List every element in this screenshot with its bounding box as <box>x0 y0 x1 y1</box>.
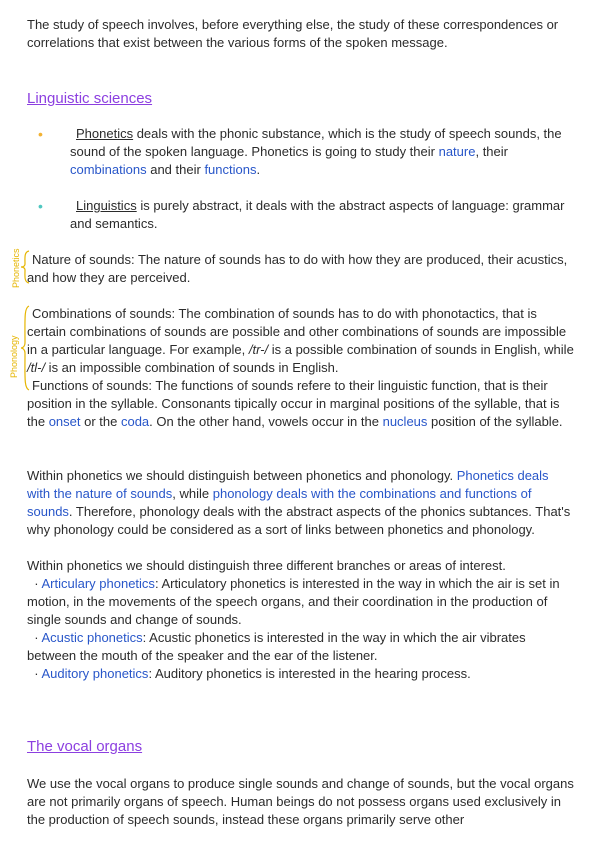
vocal-organs-paragraph: We use the vocal organs to produce single sounds and change of sounds, but the vocal organs are not primarily organs of speech. Human beings do not possess organs used exclusively in the production of speech sounds, instead these organs primarily serve other <box>27 776 574 827</box>
and-their-text: and their <box>146 162 205 177</box>
combinations-text-1: Combinations of sounds: The combination of sounds has to do with phonotactics, that is certain combinations of sounds are possible and other combinations of sounds are impossible in a particular language. For example, <box>27 306 567 357</box>
example-tl: /tl-/ <box>27 360 46 375</box>
phonetics-vs-phonology-paragraph <box>27 467 575 539</box>
phonology-side-label: Phonology <box>9 335 19 378</box>
combinations-text-3: is an impossible combination of sounds in English. <box>45 360 339 375</box>
nucleus-link: nucleus <box>382 414 428 429</box>
linguistics-text: is purely abstract, it deals with the abstract aspects of language: grammar and semantics. <box>70 198 565 231</box>
articulary-dot: · <box>34 576 39 591</box>
phonetics-deals-highlight: Phonetics deals with the nature of sounds <box>27 468 549 501</box>
combinations-text-2: is a possible combination of sounds in English, while <box>268 342 574 357</box>
phonetics-side-label: Phonetics <box>11 248 21 288</box>
acustic-phonetics-text: : Acustic phonetics is interested in the way in which the air vibrates between the mouth of the speaker and the ear of the listener. <box>27 630 526 663</box>
period-text: . <box>256 162 261 177</box>
articulary-phonetics-item <box>27 575 575 629</box>
example-tr: /tr-/ <box>248 342 269 357</box>
linguistic-sciences-heading: Linguistic sciences <box>27 90 153 107</box>
bullet-orange-icon: • <box>38 126 43 142</box>
functions-link: functions <box>204 162 257 177</box>
nature-link: nature <box>438 144 476 159</box>
auditory-phonetics-item <box>27 665 575 683</box>
auditory-phonetics-term: Auditory phonetics <box>41 666 149 681</box>
onset-link: onset <box>48 414 81 429</box>
functions-of-sounds-paragraph <box>27 377 575 431</box>
distinguish-text-1: Within phonetics we should distinguish between phonetics and phonology. <box>27 468 457 483</box>
distinguish-text-3: . Therefore, phonology deals with the abstract aspects of the phonics subtances. That's why phonology could be considered as a sort of links between phonetics and phonology. <box>27 504 571 537</box>
auditory-dot: · <box>34 666 39 681</box>
intro-paragraph: The study of speech involves, before everything else, the study of these correspondences or correlations that exist between the various forms of the spoken message. <box>27 17 559 50</box>
acustic-phonetics-item <box>27 629 575 665</box>
linguistics-term: Linguistics <box>76 198 137 213</box>
bullet-teal-icon: • <box>38 198 43 214</box>
nature-of-sounds-text: Nature of sounds: The nature of sounds has to do with how they are produced, their acustics, and how they are perceived. <box>27 252 568 285</box>
vocal-organs-heading: The vocal organs <box>27 738 143 755</box>
functions-text-1: Functions of sounds: The functions of sounds refere to their linguistic function, that is their position in the syllable. Consonants tipically occur in marginal positions of the syllable, that is the <box>27 378 560 429</box>
functions-text-2: . On the other hand, vowels occur in the <box>149 414 383 429</box>
combinations-of-sounds-paragraph <box>27 305 575 377</box>
phonetics-bullet-item <box>70 125 570 179</box>
or-the-text: or the <box>80 414 121 429</box>
articulary-phonetics-text: : Articulatory phonetics is interested in the way in which the air is set in motion, in the movements of the speech organs, and their coordination in the production of single sounds and change of sounds. <box>27 576 560 627</box>
auditory-phonetics-text: : Auditory phonetics is interested in the hearing process. <box>148 666 471 681</box>
combinations-link: combinations <box>70 162 147 177</box>
coda-link: coda <box>120 414 150 429</box>
branches-intro: Within phonetics we should distinguish three different branches or areas of interest. <box>27 558 506 573</box>
phonology-deals-highlight: phonology deals with the combinations and functions of sounds <box>27 486 532 519</box>
distinguish-text-2: , while <box>172 486 213 501</box>
phonetics-term: Phonetics <box>76 126 134 141</box>
nature-of-sounds-paragraph <box>27 251 575 287</box>
articulary-phonetics-term: Articulary phonetics <box>41 576 155 591</box>
phonetics-text: deals with the phonic substance, which is the study of speech sounds, the sound of the spoken language. Phonetics is going to study their <box>70 126 562 159</box>
comma-text: , their <box>475 144 508 159</box>
acustic-dot: · <box>34 630 39 645</box>
linguistics-bullet-item <box>70 197 570 233</box>
acustic-phonetics-term: Acustic phonetics <box>41 630 143 645</box>
functions-text-3: position of the syllable. <box>427 414 563 429</box>
